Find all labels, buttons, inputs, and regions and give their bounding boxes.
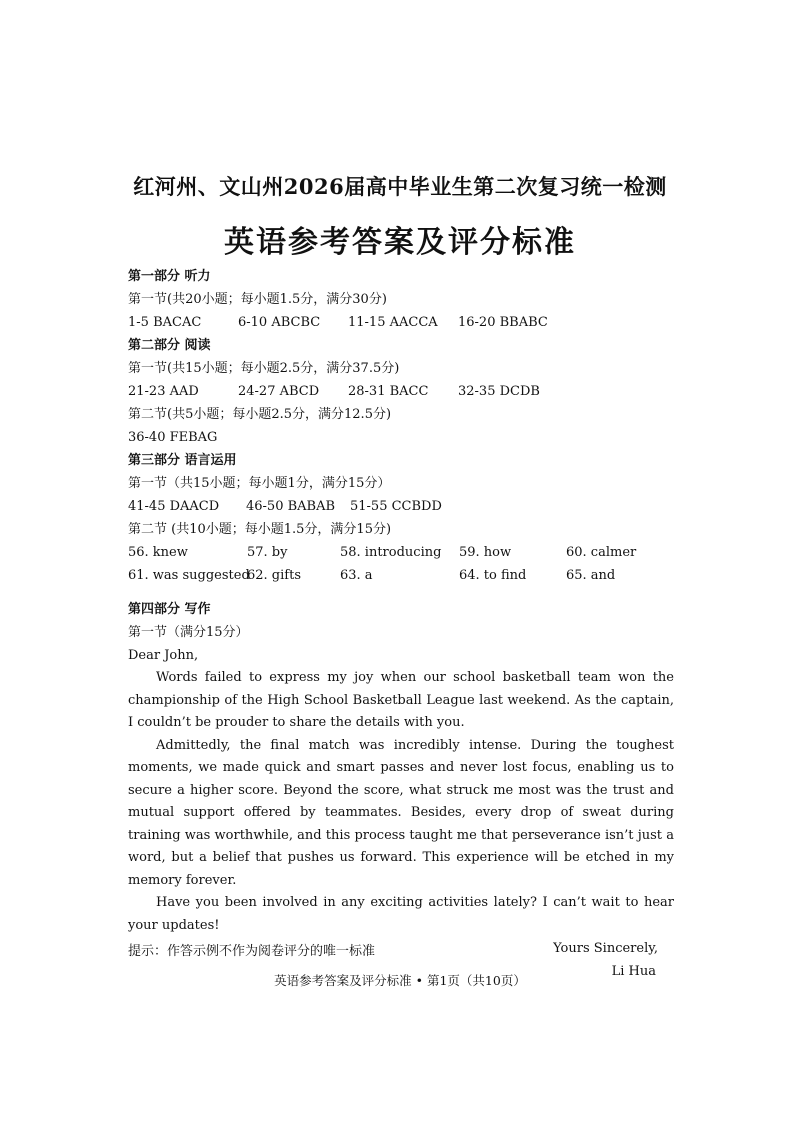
grading-tip: 提示：作答示例不作为阅卷评分的唯一标准 [128, 944, 376, 959]
answer-group: 24-27 ABCD [238, 384, 320, 399]
part3-heading: 第三部分 语言运用 [128, 453, 237, 468]
answer-group: 11-15 AACCA [348, 315, 438, 330]
part4-heading: 第四部分 写作 [128, 602, 211, 617]
answer-item: 56. knew [128, 545, 188, 560]
letter-closing: Yours Sincerely, [553, 941, 658, 956]
answer-item: 60. calmer [566, 545, 637, 560]
part2-sec2-desc: 第二节(共5小题；每小题2.5分，满分12.5分) [128, 407, 392, 422]
part2-sec1-answers-row [128, 380, 688, 403]
page-footer: 英语参考答案及评分标准 • 第1页（共10页） [274, 973, 526, 988]
answer-group: 36-40 FEBAG [128, 430, 218, 445]
answer-group: 16-20 BBABC [458, 315, 548, 330]
part3-sec2-answers-row1 [128, 541, 688, 564]
answer-group: 21-23 AAD [128, 384, 199, 399]
answer-item: 65. and [566, 568, 616, 583]
part2-sec2-answers-row [128, 426, 688, 449]
answer-group: 51-55 CCBDD [350, 499, 442, 514]
part2-heading: 第二部分 阅读 [128, 338, 211, 353]
answer-group: 1-5 BACAC [128, 315, 202, 330]
answer-group: 6-10 ABCBC [238, 315, 321, 330]
part3-sec2-answers-row2 [128, 564, 688, 587]
letter-greeting: Dear John, [128, 648, 199, 663]
answer-item: 61. was suggested [128, 568, 250, 583]
exam-title: 红河州、文山州2026届高中毕业生第二次复习统一检测 [133, 174, 667, 199]
letter-paragraph: Have you been involved in any exciting activities lately? I can’t wait to hear your updates! [128, 895, 674, 933]
letter-paragraph: Words failed to express my joy when our school basketball team won the championship of the High School Basketball League last weekend. As the captain, I couldn’t be prouder to share the details with you. [128, 670, 674, 730]
answer-item: 64. to find [459, 568, 527, 583]
answer-group: 32-35 DCDB [458, 384, 540, 399]
part3-sec1-desc: 第一节（共15小题；每小题1分，满分15分） [128, 476, 391, 491]
part4-sec1-desc: 第一节（满分15分） [128, 625, 249, 640]
part3-sec2-desc: 第二节 (共10小题；每小题1.5分，满分15分) [128, 522, 392, 537]
document-title: 英语参考答案及评分标准 [224, 225, 576, 260]
letter-signature: Li Hua [611, 964, 656, 979]
part1-sec1-desc: 第一节(共20小题；每小题1.5分，满分30分) [128, 292, 387, 307]
answer-sections [128, 265, 688, 587]
part1-heading: 第一部分 听力 [128, 269, 211, 284]
part3-sec1-answers-row [128, 495, 688, 518]
writing-section [128, 598, 674, 983]
answer-item: 58. introducing [340, 545, 442, 560]
letter-paragraph: Admittedly, the final match was incredibly intense. During the toughest moments, we made quick and smart passes and never lost focus, enabling us to secure a higher score. Beyond the score, what struck me most was the trust and mutual support offered by teammates. Besides, every drop of sweat during training was worthwhile, and this process taught me that perseverance isn’t just a word, but a belief that pushes us forward. This experience will be etched in my memory forever. [128, 737, 674, 888]
answer-item: 59. how [459, 545, 512, 560]
answer-group: 28-31 BACC [348, 384, 429, 399]
part1-answers-row [128, 311, 688, 334]
part2-sec1-desc: 第一节(共15小题；每小题2.5分，满分37.5分) [128, 361, 400, 376]
answer-item: 63. a [340, 568, 373, 583]
answer-group: 46-50 BABAB [246, 499, 336, 514]
answer-item: 62. gifts [247, 568, 301, 583]
answer-group: 41-45 DAACD [128, 499, 220, 514]
answer-item: 57. by [247, 545, 288, 560]
